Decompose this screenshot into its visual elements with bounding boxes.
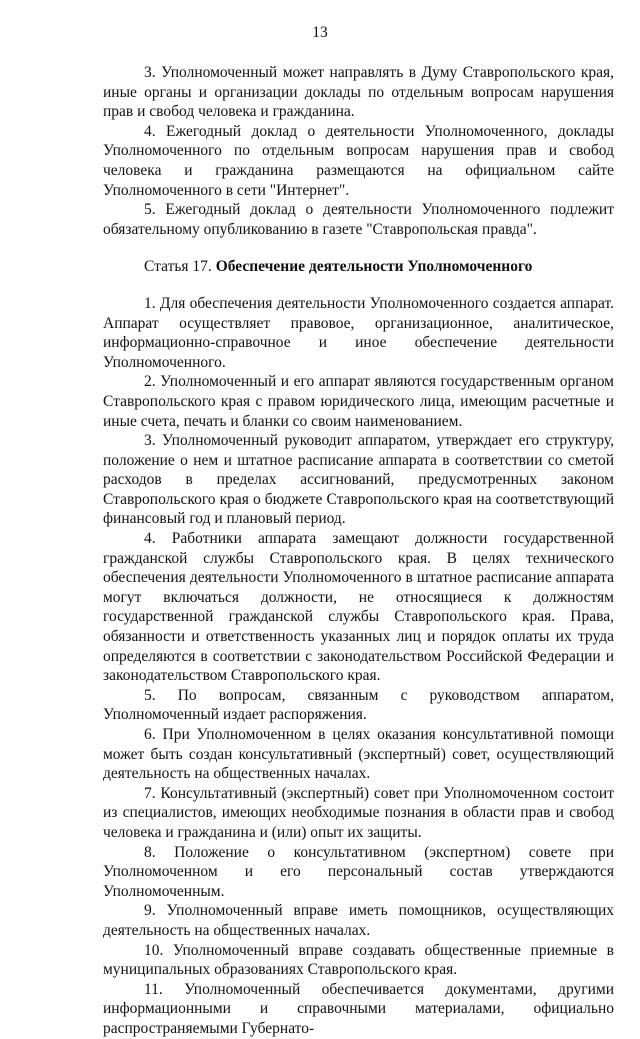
paragraph: 3. Уполномоченный руководит аппаратом, утверждает его структуру, положение о нем и штатное расписание аппарата в соответствии со сметой расходов в пределах ассигнований, предусмотренных законом Ставропольского края о бюджете Ставропольского края на соответствующий финансовый год и плановый период.: [103, 432, 614, 528]
paragraph: 4. Работники аппарата замещают должности государственной гражданской службы Ставропольского края. В целях технического обеспечения деятельности Уполномоченного в штатное расписание аппарата могут включаться должности, не относящиеся к должностям государственной гражданской службы Ставропольского края. Права, обязанности и ответственность указанных лиц и порядок оплаты их труда определяются в соответствии с законодательством Российской Федерации и законодательством Ставропольского края.: [103, 530, 614, 685]
article-number: Статья 17.: [144, 258, 212, 276]
paragraph: 5. Ежегодный доклад о деятельности Уполномоченного подлежит обязательному опубликованию в газете "Ставропольская правда".: [103, 201, 614, 238]
paragraph: 3. Уполномоченный может направлять в Думу Ставропольского края, иные органы и организации доклады по отдельным вопросам нарушения прав и свобод человека и гражданина.: [103, 64, 614, 121]
article-title: Обеспечение деятельности Уполномоченного: [215, 258, 533, 276]
paragraph: 9. Уполномоченный вправе иметь помощников, осуществляющих деятельность на общественных началах.: [103, 902, 614, 939]
paragraph: 8. Положение о консультативном (экспертном) совете при Уполномоченном и его персональный состав утверждаются Уполномоченным.: [103, 843, 614, 900]
page-number: 13: [312, 24, 328, 41]
paragraph: 1. Для обеспечения деятельности Уполномоченного создается аппарат. Аппарат осуществляет правовое, организационное, аналитическое, информационно-справочное и иное обеспечение деятельности Уполномоченного.: [103, 294, 614, 371]
paragraph: 11. Уполномоченный обеспечивается документами, другими информационными и справочными материалами, официально распространяемыми Губернато-: [103, 980, 614, 1037]
paragraph: 7. Консультативный (экспертный) совет при Уполномоченном состоит из специалистов, имеющих необходимые познания в области прав и свобод человека и гражданина и (или) опыт их защиты.: [103, 784, 614, 841]
paragraph: 10. Уполномоченный вправе создавать общественные приемные в муниципальных образованиях Ставропольского края.: [103, 941, 614, 979]
paragraph: 6. При Уполномоченном в целях оказания консультативной помощи может быть создан консультативный (экспертный) совет, осуществляющий деятельность на общественных началах.: [103, 726, 614, 783]
paragraph: 4. Ежегодный доклад о деятельности Уполномоченного, доклады Уполномоченного по отдельным вопросам нарушения прав и свобод человека и гражданина размещаются на официальном сайте Уполномоченного в сети "Интернет".: [103, 122, 614, 199]
document-body: [103, 63, 614, 1039]
paragraph: 2. Уполномоченный и его аппарат являются государственным органом Ставропольского края с правом юридического лица, имеющим расчетные и иные счета, печать и бланки со своим наименованием.: [103, 373, 614, 430]
article-heading: [103, 257, 614, 277]
paragraph: 5. По вопросам, связанным с руководством аппаратом, Уполномоченный издает распоряжения.: [103, 686, 614, 724]
